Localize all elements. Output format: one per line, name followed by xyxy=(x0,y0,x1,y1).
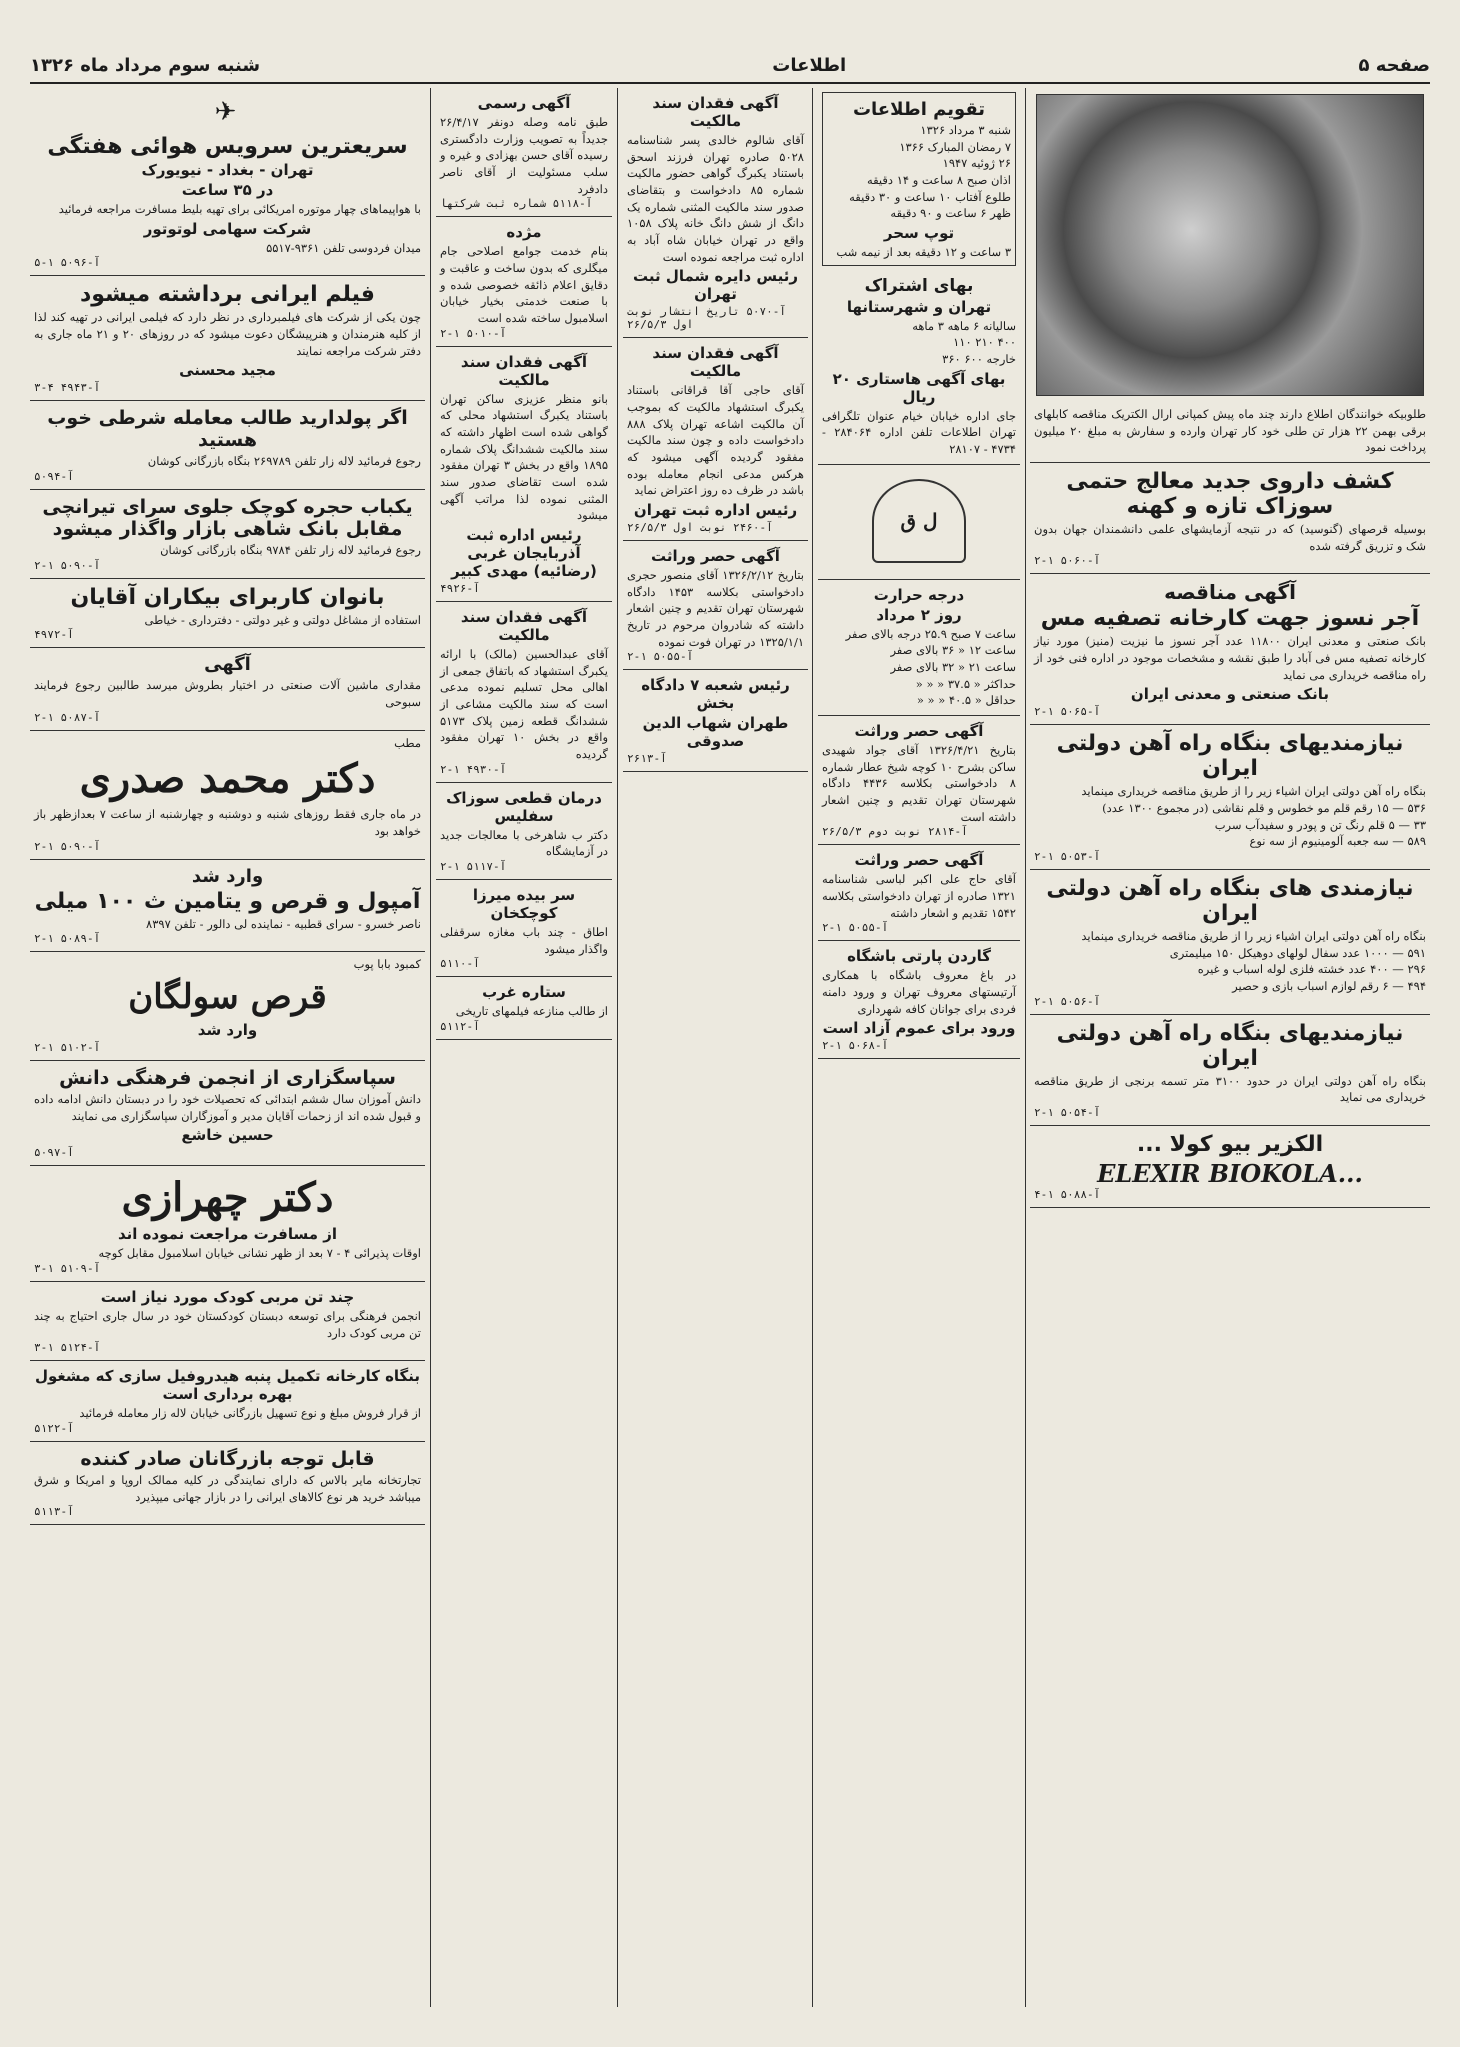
ad-signature: بانک صنعتی و معدنی ایران xyxy=(1130,685,1330,704)
ad-text: از طالب منازعه فیلمهای تاریخی xyxy=(455,1004,608,1019)
ad-code: آ-۵۰۸۹ ۱-۲ xyxy=(34,932,101,946)
ad-code: آ-۵۰۵۳ ۱-۲ xyxy=(1034,850,1101,864)
ad-good-news xyxy=(436,217,612,346)
ad-vitamin xyxy=(30,860,425,953)
ad-text: از قرار فروش مبلغ و نوع تسهیل بازرگانی خیابان لاله زار معامله فرمائید xyxy=(79,1406,421,1421)
subscription-row: خارجه ۶۰۰ ۳۶۰ xyxy=(942,352,1016,367)
column-rule xyxy=(617,88,618,2007)
ad-tender-bricks xyxy=(1030,574,1430,725)
calendar-title: تقویم اطلاعات xyxy=(852,99,986,120)
ad-text: بوسیله قرصهای (گنوسید) که در نتیجه آزمایشهای علمی دانشمندان جهان بدون شک و تزریق گرفته شده xyxy=(1034,522,1426,553)
ad-subtitle: از مسافرت مراجعت نموده اند xyxy=(117,1225,338,1244)
ad-title: آگهی xyxy=(204,654,251,676)
subscription-sub: تهران و شهرستانها xyxy=(846,297,992,316)
page-header xyxy=(30,48,1430,84)
ad-company: شرکت سهامی لوتوتور xyxy=(143,219,312,238)
ad-deal xyxy=(30,401,425,490)
temperature-title: درجه حرارت xyxy=(873,585,965,604)
ad-code: آ-۲۶۱۳ xyxy=(627,752,667,766)
ad-text: بنگاه راه آهن دولتی ایران در حدود ۳۱۰۰ متر تسمه برنجی از طریق مناقصه خریداری می نماید xyxy=(1034,1073,1426,1105)
ad-title: آجر نسوز جهت کارخانه تصفیه مس xyxy=(1040,606,1420,632)
ad-signature: مجید محسنی xyxy=(179,361,276,380)
news-photo xyxy=(1036,94,1424,396)
ad-title: درمان قطعی سوزاک سفلیس xyxy=(446,788,602,825)
ad-inheritance-2 xyxy=(818,845,1020,941)
ad-railway-1 xyxy=(1030,725,1430,870)
ad-code: آ-۵۰۹۴ xyxy=(34,470,74,484)
ad-code: آ-۵۱۱۸ شماره ثبت شرکتها xyxy=(440,197,593,211)
ad-lost-deed-1 xyxy=(623,88,808,338)
ad-code: آ-۵۱۱۰ xyxy=(440,957,480,971)
ad-title: دکتر محمد صدری xyxy=(79,755,376,803)
ad-code: آ-۵۱۱۷ ۱-۲ xyxy=(440,860,507,874)
ad-code: آ-۵۰۷۰ تاریخ انتشار نوبت اول ۲۶/۵/۳ xyxy=(627,305,786,332)
ad-inheritance xyxy=(623,541,808,670)
ad-code: آ-۴۹۷۲ xyxy=(34,628,74,642)
ad-code: آ-۴۹۳۰ ۱-۲ xyxy=(440,762,507,776)
list-item: ۲۹۶ — ۴۰۰ عدد خشته فلزی لوله اسباب و غیره xyxy=(1197,962,1426,977)
emblem-block xyxy=(818,465,1020,580)
ad-text: بانک صنعتی و معدنی ایران ۱۱۸۰۰ عدد آجر نسوز ما نیزیت (منیز) مورد نیاز کارخانه تصفیه مس فی آباد را طبق نقشه و مشخصات موجود در اداره فنی خود از راه مناقصه خریداری می نماید xyxy=(1034,634,1426,682)
ad-railway-3 xyxy=(1030,1015,1430,1126)
ad-title: سر بیده میرزا کوچکخان xyxy=(472,886,576,923)
subscription-title: بهای اشتراک xyxy=(864,275,974,296)
ad-prefix: مطب xyxy=(394,735,421,750)
ad-text: دانش آموزان سال ششم ابتدائی که تحصیلات خود را در دبستان دانش ادامه داده و قبول شده اند از زحمات آقایان مدیر و آموزگاران سپاسگزاری می نمایند xyxy=(34,1092,421,1123)
ad-code: آ-۵۰۹۷ xyxy=(34,1146,74,1160)
ad-title: وارد شد xyxy=(191,865,264,887)
ad-inheritance-1 xyxy=(818,716,1020,845)
ad-title: ستاره غرب xyxy=(482,983,566,1002)
ad-code: آ-۵۰۵۶ ۱-۲ xyxy=(1034,994,1101,1008)
ad-text: تجارتخانه مایر بالاس که دارای نمایندگی در کلیه ممالک اروپا و امریکا و شرق میباشد خرید هر نوع کالاهای ایرانی را در بازار جهانی میپذیرد xyxy=(34,1473,421,1504)
ad-heading: آگهی مناقصه xyxy=(1164,580,1296,605)
ad-lost-deed xyxy=(436,347,612,602)
ad-garden-party xyxy=(818,941,1020,1059)
ad-code: آ-۵۱۲۲ xyxy=(34,1422,74,1436)
ad-code: آ-۲۴۶۰ نوبت اول ۲۶/۵/۳ xyxy=(627,521,773,535)
ad-text: با هواپیماهای چهار موتوره امریکائی برای تهیه بلیط مسافرت مراجعه فرمائید xyxy=(58,202,421,216)
calendar-line: ۲۶ ژوئیه ۱۹۴۷ xyxy=(942,156,1011,171)
sahar-text: ۳ ساعت و ۱۲ دقیقه بعد از نیمه شب xyxy=(836,245,1011,260)
ad-text: اطاق - چند باب مغازه سرقفلی واگذار میشود xyxy=(440,925,608,956)
ad-title: آگهی حصر وراثت xyxy=(651,547,780,566)
ad-title: سریعترین سرویس هوائی هفتگی xyxy=(47,134,408,159)
column-rule xyxy=(430,88,431,2007)
ad-title: کشف داروی جدید معالج حتمی سوزاک تازه و کهنه xyxy=(1066,469,1394,520)
ad-signature: رئیس اداره ثبت آذربایجان غربی (رضائیه) مهدی کبیر xyxy=(451,526,597,581)
list-item: ۳۳ — ۵ قلم رنگ تن و پودر و سفیدآب سرب xyxy=(1214,817,1426,832)
ad-code: آ-۵۰۵۵ ۱-۲ xyxy=(627,650,694,664)
ad-text: رجوع فرمائید لاله زار تلفن ۹۷۸۴ بنگاه بازرگانی کوشان xyxy=(160,543,421,558)
ad-code: آ-۵۰۸۸ ۱-۴ xyxy=(1034,1188,1101,1202)
sahar-title: توپ سحر xyxy=(883,224,955,243)
ad-title: الکزیر بیو کولا ... xyxy=(1136,1132,1324,1158)
ad-code: آ-۵۰۱۰ ۱-۲ xyxy=(440,326,507,340)
ad-subtitle: ورود برای عموم آزاد است xyxy=(822,1019,1016,1038)
ad-title: آگهی حصر وراثت xyxy=(854,851,984,870)
ad-signature: رئیس دایره شمال ثبت تهران xyxy=(632,267,798,304)
ad-text: انجمن فرهنگی برای توسعه دبستان کودکستان خود در سال جاری احتیاج به چند تن مربی کودک دارد xyxy=(34,1309,421,1340)
ad-title: دکتر چهرازی xyxy=(121,1174,334,1222)
ad-text: آقای عبدالحسین (مالک) با ارائه یکبرگ استشهاد که باتفاق جمعی از اهالی محل تسلیم نموده مدعی است که سند مالکیت مشاعی از ششدانگ قطعه زمین پلاک ۵۱۷۳ واقع در بخش ۱۰ تهران مفقود گردیده xyxy=(440,647,609,762)
ad-text: مقداری ماشین آلات صنعتی در اختیار بطروش میرسد طالبین رجوع فرمایند سبوحی xyxy=(34,678,421,710)
ad-code: آ-۲۸۱۴ نوبت دوم ۲۶/۵/۳ xyxy=(822,825,968,839)
airline-logo-icon: ✈ xyxy=(214,97,241,127)
office-address: جای اداره خیابان خیام عنوان تلگرافی تهران اطلاعات تلفن اداره ۲۸۴۰۶۴ - ۴۷۳۴ - ۲۸۱۰۷ xyxy=(822,408,1016,457)
ad-title: قابل توجه بازرگانان صادر کننده xyxy=(80,1448,375,1471)
ad-text: بتاریخ ۱۳۲۶/۲/۱۲ آقای منصور حجری دادخواستی بکلاسه ۱۴۵۳ دادگاه شهرستان تهران تقدیم و چنین اشعار داشته که شادروان مرحوم در تاریخ ۱۳۲۵/۱/۱ در تهران فوت نموده xyxy=(627,568,804,649)
ad-text: استفاده از مشاغل دولتی و غیر دولتی - دفترداری - خیاطی xyxy=(144,612,421,627)
issue-date: شنبه سوم مرداد ماه ۱۳۲۶ xyxy=(30,54,261,76)
column-rule xyxy=(1025,88,1026,2007)
ad-text: آقای حاج علی اکبر لباسی شناسنامه ۱۳۲۱ صادره از تهران دادخواستی بکلاسه ۱۵۴۲ تقدیم و اشعار داشته xyxy=(822,872,1016,920)
column-5 xyxy=(30,88,425,2007)
ad-title: بانوان کاربرای بیکاران آقایان xyxy=(70,584,385,610)
column-3 xyxy=(623,88,808,2007)
ad-text: بتاریخ ۱۳۲۶/۴/۲۱ آقای جواد شهیدی ساکن بشرح ۱۰ کوچه شیخ عطار شماره ۸ دادخواستی بکلاسه ۴۴۳۶ دادگاه شهرستان تهران تقدیم و چنین اشعار داشته است xyxy=(822,743,1016,824)
ad-airline xyxy=(30,88,425,276)
ad-code: آ-۵۰۹۶ ۱-۵ xyxy=(34,256,101,270)
ad-title: یکباب حجره کوچک جلوی سرای تیرانچی مقابل بانک شاهی بازار واگذار میشود xyxy=(42,496,413,541)
ad-title: آگهی حصر وراثت xyxy=(854,722,984,741)
ad-title: گاردن پارتی باشگاه xyxy=(847,947,991,966)
calendar-line: شنبه ۳ مرداد ۱۳۲۶ xyxy=(920,123,1011,137)
newspaper-name: اطلاعات xyxy=(772,54,847,76)
ad-machinery xyxy=(30,648,425,730)
ad-sulgan xyxy=(30,952,425,1061)
ad-doctor-chehrazi xyxy=(30,1166,425,1282)
ad-title: اگر پولدارید طالب معامله شرطی خوب هستید xyxy=(47,407,408,452)
calendar-line: طلوع آفتاب ۱۰ ساعت و ۳۰ دقیقه xyxy=(849,189,1011,204)
ad-top-line: کمبود بابا پوب xyxy=(353,957,421,972)
ad-room xyxy=(30,490,425,579)
calendar-line: اذان صبح ۸ ساعت و ۱۴ دقیقه xyxy=(866,173,1011,188)
ad-title: فیلم ایرانی برداشته میشود xyxy=(80,282,375,308)
ad-title: نیازمندیهای بنگاه راه آهن دولتی ایران xyxy=(1056,731,1404,782)
ad-teacher xyxy=(30,1282,425,1361)
ad-official xyxy=(436,88,612,217)
ad-text: بنام خدمت جوامع اصلاحی جام میگلری که بدون ساخت و عاقبت و دقایق اعلام ذائقه خصوصی شده و با صنعت خدمتی بخیار خیابان اسلامبول ساخته شده است xyxy=(440,244,608,326)
ad-code: آ-۵۱۲۴ ۱-۳ xyxy=(34,1341,101,1355)
ad-code: آ-۵۰۵۵ ۱-۲ xyxy=(822,921,889,935)
ad-title: نیازمندی های بنگاه راه آهن دولتی ایران xyxy=(1046,876,1414,927)
ad-title: آگهی فقدان سند مالکیت xyxy=(460,352,588,389)
ad-title: نیازمندیهای بنگاه راه آهن دولتی ایران xyxy=(1056,1020,1404,1071)
ad-elixir xyxy=(1030,1126,1430,1208)
temperature-line: ساعت ۷ صبح ۲۵.۹ درجه بالای صفر xyxy=(845,626,1016,641)
ad-title: آگهی فقدان سند مالکیت xyxy=(652,344,779,381)
ad-code: آ-۵۰۶۸ ۱-۲ xyxy=(822,1039,889,1053)
ad-text: بانو منظر عزیزی ساکن تهران باستناد یکبرگ استشهاد محلی که گواهی شده است اظهار داشته که سند مالکیت ششدانگ پلاک شماره ۱۸۹۵ واقع در بخش ۳ تهران مفقود شده است تقاضای صدور سند المثنی نموده لذا مراتب آگهی میشود xyxy=(440,391,609,523)
subscription-row: ۴۰۰ ۲۱۰ ۱۱۰ xyxy=(953,335,1016,350)
ad-subtitle: وارد شد xyxy=(197,1021,258,1040)
emblem-logo: ل ق xyxy=(872,479,966,563)
ad-medicine xyxy=(1030,463,1430,574)
ad-product: آمپول و قرص و یتامین ث ۱۰۰ میلی xyxy=(34,888,421,914)
ad-code: آ-۵۰۶۰ ۱-۲ xyxy=(1034,554,1101,568)
ad-text: رجوع فرمائید لاله زار تلفن ۲۶۹۷۸۹ بنگاه بازرگانی کوشان xyxy=(147,454,421,469)
temperature-day: روز ۲ مرداد xyxy=(876,605,962,624)
ad-duration: در ۳۵ ساعت xyxy=(181,181,274,199)
ad-title: آگهی فقدان سند مالکیت xyxy=(460,608,588,645)
ad-code: آ-۵۱۱۲ xyxy=(440,1020,480,1034)
subscription-row: سالیانه ۶ ماهه ۳ ماهه xyxy=(912,318,1016,333)
court-chief xyxy=(623,670,808,772)
ad-title: آگهی فقدان سند مالکیت xyxy=(652,94,779,130)
temperature-line: حداقل « ۴۰.۵ « « « xyxy=(916,693,1016,708)
ad-jobs xyxy=(30,579,425,649)
ad-code: آ-۵۰۹۰ ۱-۲ xyxy=(34,839,101,853)
temperature-box xyxy=(818,580,1020,716)
ad-signature-name: طهران شهاب الدین صدوقی xyxy=(642,714,789,751)
temperature-line: ساعت ۲۱ « ۳۲ بالای صفر xyxy=(890,660,1016,675)
ad-doctor-sadri xyxy=(30,731,425,860)
ad-latin-title: ELEXIR BIOKOLA... xyxy=(1097,1159,1363,1189)
ad-price: بهای آگهی هاستاری ۲۰ ریال xyxy=(832,369,1006,406)
ad-treatment xyxy=(436,783,612,880)
ad-code: آ-۵۱۱۳ xyxy=(34,1505,74,1519)
ad-title: قرص سولگان xyxy=(128,977,327,1018)
ad-merchants xyxy=(30,1442,425,1525)
list-item: ۵۳۶ — ۱۵ رقم قلم مو خطوس و قلم نقاشی (در مجموع ۱۳۰۰ عدد) xyxy=(1102,801,1426,816)
ad-text: آقای حاجی آقا قراقانی باستناد یکبرگ استشهاد مالکیت که بموجب آن مالکیت اشاعه تهران پلاک ۸۸۸ دادخواست داده و چون سند مالکیت مفقود گردیده آگهی میشود که هرکس مدعی انجام معامله بوده باشد در ظرف ده روز اعتراض نماید xyxy=(627,383,804,498)
column-rule xyxy=(812,88,813,2007)
ad-signature: رئیس شعبه ۷ دادگاه بخش xyxy=(641,676,790,713)
ad-shop xyxy=(436,880,612,977)
ad-code: آ-۴۹۲۶ xyxy=(440,582,480,596)
ad-title: چند تن مربی کودک مورد نیاز است xyxy=(100,1288,355,1307)
ad-text: اوقات پذیرائی ۴ - ۷ بعد از ظهر نشانی خیابان اسلامبول مقابل کوچه xyxy=(98,1246,421,1261)
page-number: صفحه ۵ xyxy=(1358,54,1430,76)
ad-lost-deed-3 xyxy=(436,602,612,783)
photo-caption: طلوبیکه خوانندگان اطلاع دارند چند ماه پیش کمپانی ارال الکتریک مناقصه کابلهای برقی بهمن ۲۲ هزار تن طلی خود کار تهران وارده و سفارش به مبلغ ۲۰ میلیون پرداخت نمود xyxy=(1034,407,1427,455)
ad-railway-2 xyxy=(1030,870,1430,1015)
ad-text: چون یکی از شرکت های فیلمبرداری در نظر دارد که فیلمی ایرانی در تهیه کند لذا از کلیه هنرمندان و هنرپیشگان دعوت میشود که در روزهای ۲۰ و ۲۱ ماه جاری به دفتر شرکت مراجعه نمایند xyxy=(34,310,421,358)
ad-text: در باغ معروف باشگاه با همکاری آرتیستهای معروف تهران و ورود دامنه فردی برای جوانان کافه شهرداری xyxy=(822,968,1016,1016)
ad-lost-deed-2 xyxy=(623,338,808,541)
ad-text: در ماه جاری فقط روزهای شنبه و دوشنبه و چهارشنبه از ساعت ۷ بعدازظهر باز خواهد بود xyxy=(34,807,422,839)
ad-title: مژده xyxy=(506,223,542,242)
ad-text: دکتر ب شاهرخی با معالجات جدید در آزمایشگاه xyxy=(440,827,608,859)
ad-title: بنگاه کارخانه تکمیل پنبه هیدروفیل سازی که مشغول بهره برداری است xyxy=(34,1367,421,1404)
ad-title: سپاسگزاری از انجمن فرهنگی دانش xyxy=(59,1067,396,1090)
list-item: ۴۹۴ — ۶ رقم لوازم اسباب بازی و حصیر xyxy=(1232,979,1426,994)
calendar-line: ۷ رمضان المبارک ۱۳۶۶ xyxy=(899,139,1011,154)
column-2 xyxy=(818,88,1020,2007)
ad-address: میدان فردوسی تلفن ۹۳۶۱-۵۵۱۷ xyxy=(266,240,421,255)
ad-thanks xyxy=(30,1061,425,1166)
ad-code: آ-۵۰۹۰ ۱-۲ xyxy=(34,558,101,572)
temperature-line: حداکثر « ۳۷.۵ « « « xyxy=(915,676,1016,691)
ad-film xyxy=(30,276,425,401)
column-1 xyxy=(1030,88,1430,2007)
calendar-line: ظهر ۶ ساعت و ۹۰ دقیقه xyxy=(890,206,1011,221)
temperature-line: ساعت ۱۲ « ۳۶ بالای صفر xyxy=(890,643,1016,658)
subscription-box xyxy=(818,270,1020,465)
ad-signature: حسین خاشع xyxy=(181,1126,274,1145)
calendar-box xyxy=(822,92,1016,266)
ad-code: آ-۵۰۵۴ ۱-۲ xyxy=(1034,1106,1101,1120)
ad-code: آ-۵۱۰۲ ۱-۲ xyxy=(34,1041,101,1055)
ad-code: آ-۴۹۴۳ ۴-۳ xyxy=(34,381,101,395)
ad-signature: رئیس اداره ثبت تهران xyxy=(633,501,798,520)
ad-code: آ-۵۱۰۹ ۱-۳ xyxy=(34,1262,101,1276)
ad-cinema xyxy=(436,977,612,1040)
ad-code: آ-۵۰۸۷ ۱-۲ xyxy=(34,710,101,724)
ad-code: آ-۵۰۶۵ ۱-۲ xyxy=(1034,705,1101,719)
ad-title: آگهی رسمی xyxy=(477,94,571,112)
list-item: ۵۸۹ — سه جعبه آلومینیوم از سه نوع xyxy=(1249,834,1426,849)
list-item: ۵۹۱ — ۱۰۰۰ عدد سفال لولهای دوهیکل ۱۵۰ میلیمتری xyxy=(1169,945,1426,960)
ad-factory xyxy=(30,1361,425,1442)
ad-text: طبق نامه وصله دونفر ۲۶/۴/۱۷ جدیداً به تصویب وزارت دادگستری رسیده آقای حسن بهزادی و غیره و سلب مسئولیت از آقای ناصر دادفرد xyxy=(440,115,608,196)
ad-text: بنگاه راه آهن دولتی ایران اشیاء زیر را از طریق مناقصه خریداری مینماید xyxy=(1081,784,1426,799)
ad-route: تهران - بغداد - نیویورک xyxy=(141,161,314,179)
photo-caption-block xyxy=(1030,402,1430,463)
ad-text: بنگاه راه آهن دولتی ایران اشیاء زیر را از طریق مناقصه خریداری مینماید xyxy=(1081,929,1426,944)
column-4 xyxy=(436,88,612,2007)
ad-text: ناصر خسرو - سرای قطبیه - نماینده لی دالور - تلفن ۸۳۹۷ xyxy=(146,916,421,931)
ad-text: آقای شالوم خالدی پسر شناسنامه ۵۰۲۸ صادره تهران فرزند اسحق باستناد یکبرگ گواهی حضور مالکیت شماره ۸۵ دادخواست و بتقاضای صدور سند مالکیت المثنی شماره یک دانگ از شش دانگ خانه پلاک ۱۰۵۸ واقع در تهران خیابان شاه آباد به اداره ثبت مراجعه نموده است xyxy=(627,133,804,264)
